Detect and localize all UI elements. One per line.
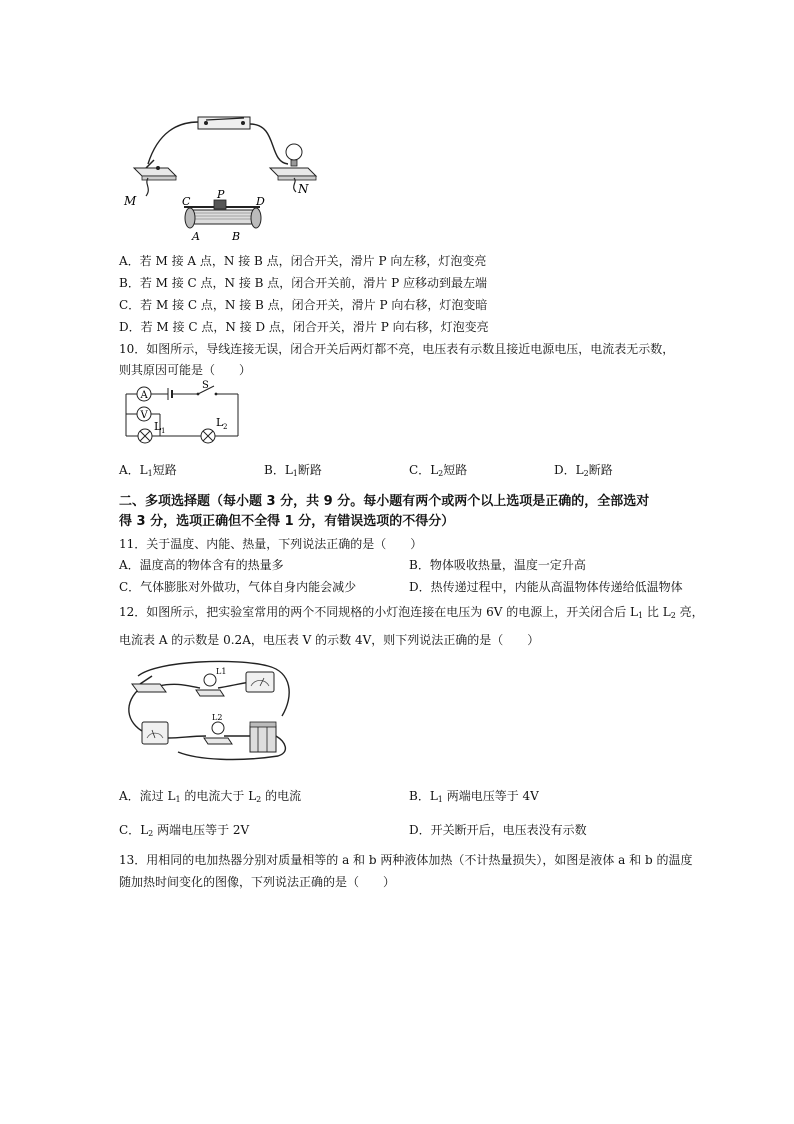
lamp1-label: L	[154, 420, 162, 433]
q9-option-c: C．若 M 接 C 点，N 接 B 点，闭合开关，滑片 P 向右移，灯泡变暗	[119, 298, 488, 312]
label-c: C	[182, 195, 191, 208]
q11-option-a: A．温度高的物体含有的热量多	[119, 558, 284, 572]
switch-symbol: S	[202, 380, 209, 391]
q12-option-b: B．$L_1$ 两端电压等于 4V	[409, 789, 539, 804]
voltmeter-symbol: V	[140, 410, 148, 421]
lamp1-sub: 1	[161, 427, 166, 435]
ammeter-symbol: A	[140, 390, 148, 401]
lamp2-label: L	[216, 416, 224, 429]
q10-stem-line2: 则其原因可能是（ ）	[119, 363, 252, 377]
q11-option-c: C．气体膨胀对外做功，气体自身内能会减少	[119, 580, 357, 594]
label-p: P	[217, 188, 225, 201]
label-n: N	[298, 182, 309, 196]
q10-option-c: C．$L_2$短路	[409, 463, 468, 478]
q10-option-d: D．$L_2$断路	[554, 463, 613, 478]
q12-stem-line1: 12．如图所示，把实验室常用的两个不同规格的小灯泡连接在电压为 6V 的电源上，开关闭合后 $L_1$ 比 $L_2$ 亮，	[119, 605, 704, 620]
label-m: M	[124, 194, 137, 208]
q11-option-b: B．物体吸收热量，温度一定升高	[409, 558, 586, 572]
q10-circuit-diagram	[120, 380, 244, 446]
q12-option-a: A．流过 $L_1$ 的电流大于 $L_2$ 的电流	[119, 789, 302, 804]
q13-stem-line2: 随加热时间变化的图像，下列说法正确的是（ ）	[119, 875, 396, 889]
q9-option-d: D．若 M 接 C 点，N 接 D 点，闭合开关，滑片 P 向右移，灯泡变亮	[119, 320, 489, 334]
rheostat-circuit-figure	[118, 112, 328, 248]
q12-option-d: D．开关断开后，电压表没有示数	[409, 823, 587, 837]
q12-stem-line2: 电流表 A 的示数是 0.2A，电压表 V 的示数 4V，则下列说法正确的是（ ）	[119, 633, 540, 647]
q12-option-c: C．$L_2$ 两端电压等于 2V	[119, 823, 250, 838]
section2-heading-line2: 得 3 分，选项正确但不全得 1 分，有错误选项的不得分）	[119, 514, 455, 529]
q9-option-b: B．若 M 接 C 点，N 接 B 点，闭合开关前，滑片 P 应移动到最左端	[119, 276, 488, 290]
q12-lamp2-label: L2	[212, 713, 223, 722]
q9-option-a: A．若 M 接 A 点，N 接 B 点，闭合开关，滑片 P 向左移，灯泡变亮	[119, 254, 487, 268]
lamp2-sub: 2	[223, 423, 228, 431]
q10-option-b: B．$L_1$断路	[264, 463, 322, 478]
q11-option-d: D．热传递过程中，内能从高温物体传递给低温物体	[409, 580, 683, 594]
section2-heading-line1: 二、多项选择题（每小题 3 分，共 9 分。每小题有两个或两个以上选项是正确的，全部选对	[119, 494, 650, 509]
label-b: B	[232, 230, 241, 243]
q12-lamp1-label: L1	[216, 667, 227, 676]
q13-stem-line1: 13．用相同的电加热器分别对质量相等的 a 和 b 两种液体加热（不计热量损失），如图是液体 a 和 b 的温度	[119, 853, 693, 867]
q12-circuit-figure	[118, 656, 298, 764]
label-d: D	[256, 195, 265, 208]
q10-stem-line1: 10．如图所示，导线连接无误，闭合开关后两灯都不亮，电压表有示数且接近电源电压，电流表无示数，	[119, 342, 675, 356]
q11-stem: 11．关于温度、内能、热量，下列说法正确的是（ ）	[119, 537, 423, 551]
q10-option-a: A．$L_1$短路	[119, 463, 177, 478]
label-a: A	[192, 230, 200, 243]
